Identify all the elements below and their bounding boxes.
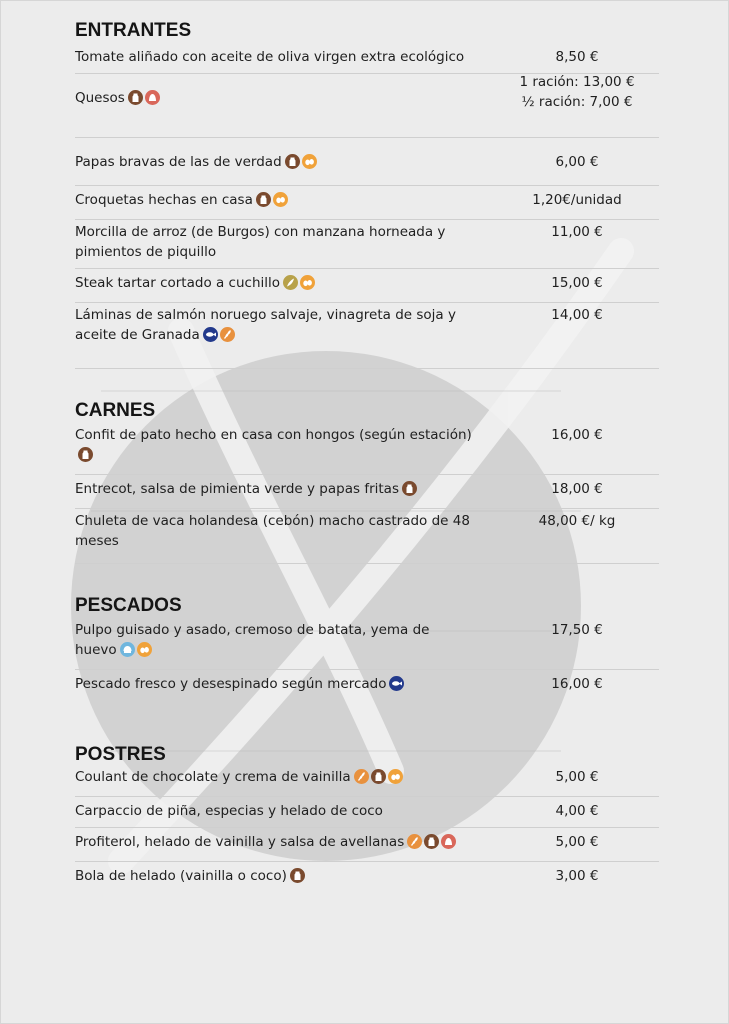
- allergen-icons: [283, 275, 317, 296]
- fish-icon: [389, 676, 404, 691]
- allergen-icons: [203, 327, 237, 348]
- item-name-text: Croquetas hechas en casa: [75, 192, 253, 208]
- item-name: [75, 620, 475, 663]
- item-name: [75, 273, 475, 296]
- item-price: 16,00 €: [551, 676, 603, 692]
- item-name: [75, 425, 475, 468]
- mollusc-icon: [120, 642, 135, 657]
- item-price: 16,00 €: [551, 427, 603, 443]
- menu-item: [75, 670, 659, 707]
- item-name-text: Coulant de chocolate y crema de vainilla: [75, 769, 351, 785]
- item-price: 11,00 €: [551, 224, 603, 240]
- fish-icon: [203, 327, 218, 342]
- allergen-icons: [389, 676, 406, 697]
- section-title: CARNES: [75, 400, 156, 421]
- item-name: [75, 88, 475, 111]
- menu-item: [75, 509, 659, 564]
- menu-item: [75, 74, 659, 138]
- menu-list: [75, 19, 659, 895]
- menu-item: [75, 475, 659, 509]
- item-name-text: Bola de helado (vainilla o coco): [75, 868, 287, 884]
- item-name-text: Pescado fresco y desespinado según mercado: [75, 676, 387, 692]
- milk-icon: [78, 447, 93, 462]
- item-price: [515, 72, 639, 112]
- menu-section: [75, 19, 659, 369]
- item-name-text: Entrecot, salsa de pimienta verde y papas fritas: [75, 481, 399, 497]
- item-name: [75, 832, 475, 855]
- section-title: POSTRES: [75, 744, 166, 765]
- menu-section: [75, 594, 659, 707]
- milk-icon: [402, 481, 417, 496]
- item-name: [75, 674, 475, 697]
- item-name-text: Papas bravas de las de verdad: [75, 154, 282, 170]
- item-name-text: Tomate aliñado con aceite de oliva virgen extra ecológico: [75, 49, 465, 65]
- item-name-text: Chuleta de vaca holandesa (cebón) macho castrado de 48 meses: [75, 513, 470, 549]
- menu-item: [75, 828, 659, 862]
- item-price: 18,00 €: [551, 481, 603, 497]
- section-title: ENTRANTES: [75, 20, 192, 41]
- item-price: 1,20€/unidad: [532, 192, 622, 208]
- item-name-text: Quesos: [75, 90, 125, 106]
- item-name: [75, 222, 475, 262]
- allergen-icons: [256, 192, 290, 213]
- allergen-icons: [290, 868, 307, 889]
- nuts-icon: [145, 90, 160, 105]
- milk-icon: [256, 192, 271, 207]
- item-price: 15,00 €: [551, 275, 603, 291]
- mustard-icon: [283, 275, 298, 290]
- egg-icon: [300, 275, 315, 290]
- section-title: PESCADOS: [75, 595, 182, 616]
- item-name: [75, 767, 475, 790]
- item-price: 8,50 €: [555, 49, 599, 65]
- item-name: [75, 47, 475, 67]
- item-name-text: Confit de pato hecho en casa con hongos (según estación): [75, 427, 472, 443]
- milk-icon: [371, 769, 386, 784]
- allergen-icons: [354, 769, 405, 790]
- allergen-icons: [78, 447, 95, 468]
- item-name: [75, 190, 475, 213]
- milk-icon: [290, 868, 305, 883]
- menu-section: [75, 399, 659, 564]
- price-full-portion: 1 ración: 13,00 €: [519, 74, 635, 90]
- price-half-portion: ½ ración: 7,00 €: [521, 94, 633, 110]
- item-name: [75, 866, 475, 889]
- item-name: [75, 479, 475, 502]
- item-name: [75, 511, 475, 551]
- item-name: [75, 801, 475, 821]
- gluten-icon: [220, 327, 235, 342]
- allergen-icons: [402, 481, 419, 502]
- item-name-text: Carpaccio de piña, especias y helado de coco: [75, 803, 383, 819]
- item-price: 5,00 €: [555, 834, 599, 850]
- allergen-icons: [120, 642, 154, 663]
- item-price: 17,50 €: [551, 622, 603, 638]
- egg-icon: [388, 769, 403, 784]
- menu-item: [75, 43, 659, 74]
- gluten-icon: [354, 769, 369, 784]
- milk-icon: [128, 90, 143, 105]
- menu-item: [75, 269, 659, 303]
- allergen-icons: [128, 90, 162, 111]
- menu-item: [75, 186, 659, 220]
- menu-item: [75, 767, 659, 797]
- item-name-text: Láminas de salmón noruego salvaje, vinagreta de soja y aceite de Granada: [75, 307, 456, 343]
- menu-item: [75, 423, 659, 475]
- menu-item: [75, 618, 659, 670]
- allergen-icons: [407, 834, 458, 855]
- item-price: 6,00 €: [555, 154, 599, 170]
- item-name-text: Steak tartar cortado a cuchillo: [75, 275, 281, 291]
- milk-icon: [285, 154, 300, 169]
- item-name: [75, 152, 475, 175]
- menu-item: [75, 220, 659, 269]
- menu-item: [75, 862, 659, 895]
- menu-item: [75, 138, 659, 186]
- menu-item: [75, 797, 659, 828]
- menu-item: [75, 303, 659, 369]
- item-price: 4,00 €: [555, 803, 599, 819]
- item-price: 14,00 €: [551, 307, 603, 323]
- item-name: [75, 305, 475, 348]
- gluten-icon: [407, 834, 422, 849]
- egg-icon: [137, 642, 152, 657]
- egg-icon: [302, 154, 317, 169]
- item-name-text: Pulpo guisado y asado, cremoso de batata, yema de huevo: [75, 622, 430, 658]
- item-price: 3,00 €: [555, 868, 599, 884]
- allergen-icons: [285, 154, 319, 175]
- item-price: 5,00 €: [555, 769, 599, 785]
- nuts-icon: [441, 834, 456, 849]
- item-name-text: Morcilla de arroz (de Burgos) con manzana horneada y pimientos de piquillo: [75, 224, 446, 260]
- item-price: 48,00 €/ kg: [538, 513, 616, 529]
- item-name-text: Profiterol, helado de vainilla y salsa de avellanas: [75, 834, 405, 850]
- egg-icon: [273, 192, 288, 207]
- menu-section: [75, 743, 659, 895]
- milk-icon: [424, 834, 439, 849]
